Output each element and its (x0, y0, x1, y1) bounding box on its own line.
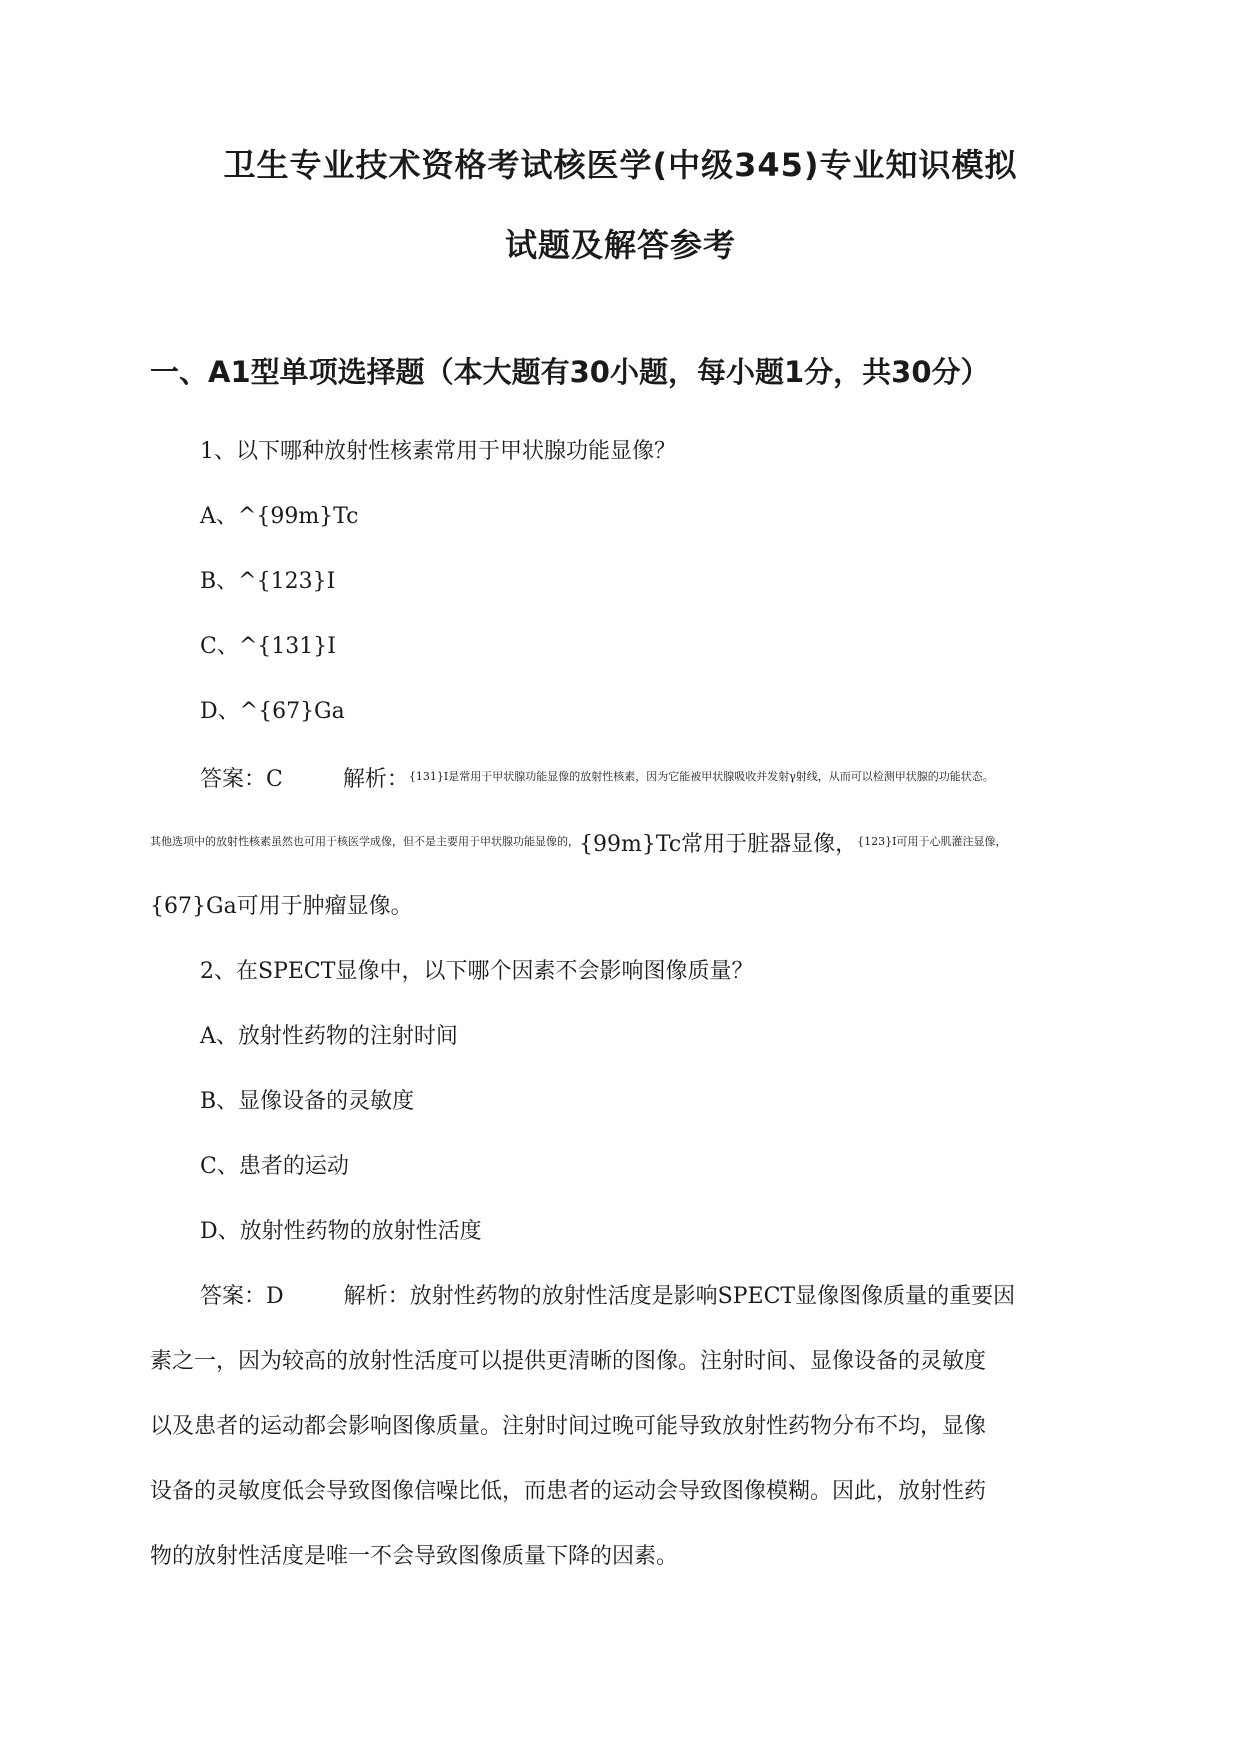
question-1-option-b: B、^{123}I (200, 569, 336, 594)
analysis-label: 解析： (343, 1284, 410, 1309)
question-1-analysis-line-3: {67}Ga可用于肿瘤显像。 (150, 894, 413, 919)
answer-label: 答案：C (200, 767, 283, 792)
analysis-text: 放射性药物的放射性活度是影响SPECT显像图像质量的重要因 (409, 1284, 1016, 1309)
question-1-analysis-line-2 (150, 827, 1006, 860)
document-title-line-1: 卫生专业技术资格考试核医学(中级345)专业知识模拟 (223, 146, 1018, 184)
question-2-analysis-line-5: 物的放射性活度是唯一不会导致图像质量下降的因素。 (150, 1544, 679, 1569)
analysis-label: 解析： (342, 767, 409, 792)
question-2-answer-line (200, 1282, 1015, 1312)
section-heading: 一、A1型单项选择题（本大题有30小题，每小题1分，共30分） (150, 355, 990, 389)
question-2-analysis-line-3: 以及患者的运动都会影响图像质量。注射时间过晚可能导致放射性药物分布不均，显像 (150, 1414, 987, 1439)
question-1-answer-line (200, 762, 994, 795)
question-2-option-d: D、放射性药物的放射性活度 (200, 1219, 482, 1244)
analysis-text: {99m}Tc常用于脏器显像， (579, 832, 858, 857)
question-2-analysis-line-2: 素之一，因为较高的放射性活度可以提供更清晰的图像。注射时间、显像设备的灵敏度 (150, 1349, 987, 1374)
document-title-line-2: 试题及解答参考 (504, 226, 736, 264)
question-1-stem: 1、以下哪种放射性核素常用于甲状腺功能显像？ (200, 439, 676, 464)
question-1-option-c: C、^{131}I (200, 634, 336, 659)
question-1-option-a: A、^{99m}Tc (200, 504, 359, 529)
question-2-option-c: C、患者的运动 (200, 1154, 349, 1179)
question-2-analysis-line-4: 设备的灵敏度低会导致图像信噪比低，而患者的运动会导致图像模糊。因此，放射性药 (150, 1479, 987, 1504)
question-1-option-d: D、^{67}Ga (200, 699, 345, 724)
question-2-option-a: A、放射性药物的注射时间 (200, 1024, 458, 1049)
question-2-option-b: B、显像设备的灵敏度 (200, 1089, 415, 1114)
answer-label: 答案：D (200, 1284, 284, 1309)
analysis-text-small: {123}I可用于心肌灌注显像， (857, 835, 1007, 848)
analysis-text-small: {131}I是常用于甲状腺功能显像的放射性核素，因为它能被甲状腺吸收并发射γ射线，从而可以检测甲状腺的功能状态。 (408, 770, 994, 783)
analysis-text-small: 其他选项中的放射性核素虽然也可用于核医学成像，但不是主要用于甲状腺功能显像的， (150, 835, 579, 848)
question-2-stem: 2、在SPECT显像中，以下哪个因素不会影响图像质量？ (200, 959, 754, 984)
